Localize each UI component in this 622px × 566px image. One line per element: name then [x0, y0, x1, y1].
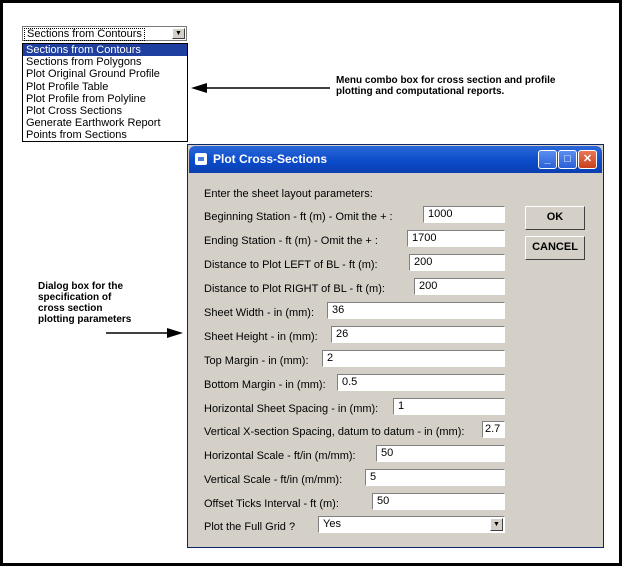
chevron-down-icon[interactable]: ▼: [172, 28, 185, 39]
horizontal-sheet-spacing-input[interactable]: 1: [393, 398, 505, 415]
field-label: Vertical Scale - ft/in (m/mm):: [204, 474, 343, 486]
dropdown-item[interactable]: Plot Cross Sections: [26, 104, 122, 117]
dialog-arrow-head: [167, 328, 183, 338]
field-label: Bottom Margin - in (mm):: [204, 379, 326, 391]
maximize-button[interactable]: □: [558, 150, 577, 169]
distance-left-input[interactable]: 200: [409, 254, 505, 271]
window-icon: [195, 153, 207, 165]
screenshot-frame: [3, 3, 619, 563]
vertical-scale-input[interactable]: 5: [365, 469, 505, 486]
field-label: Plot the Full Grid ?: [204, 521, 296, 533]
distance-right-input[interactable]: 200: [414, 278, 505, 295]
field-label: Beginning Station - ft (m) - Omit the + :: [204, 211, 393, 223]
beginning-station-input[interactable]: 1000: [423, 206, 505, 223]
combo-selected-value: Sections from Contours: [24, 28, 145, 41]
dropdown-item[interactable]: Plot Original Ground Profile: [26, 68, 160, 81]
horizontal-scale-input[interactable]: 50: [376, 445, 505, 462]
offset-ticks-interval-input[interactable]: 50: [372, 493, 505, 510]
field-label: Top Margin - in (mm):: [204, 355, 309, 367]
top-margin-input[interactable]: 2: [322, 350, 505, 367]
field-label: Horizontal Sheet Spacing - in (mm):: [204, 403, 379, 415]
dialog-titlebar[interactable]: [189, 146, 602, 173]
field-label: Sheet Width - in (mm):: [204, 307, 315, 319]
sheet-height-input[interactable]: 26: [331, 326, 505, 343]
dialog-annotation: Dialog box for the specification of cross section plotting parameters: [38, 281, 132, 325]
ending-station-input[interactable]: 1700: [407, 230, 505, 247]
close-button[interactable]: ✕: [578, 150, 597, 169]
ok-button[interactable]: OK: [525, 206, 585, 230]
dropdown-item[interactable]: Plot Profile from Polyline: [26, 92, 146, 105]
dropdown-item[interactable]: Sections from Polygons: [26, 56, 142, 69]
field-label: Distance to Plot LEFT of BL - ft (m):: [204, 259, 378, 271]
vertical-xsection-spacing-input[interactable]: 2.7: [482, 421, 505, 438]
menu-arrow-head: [191, 83, 207, 93]
field-label: Distance to Plot RIGHT of BL - ft (m):: [204, 283, 385, 295]
field-label: Offset Ticks Interval - ft (m):: [204, 498, 339, 510]
dropdown-item[interactable]: Sections from Contours: [23, 44, 187, 56]
field-label: Vertical X-section Spacing, datum to datum - in (mm):: [204, 426, 465, 438]
field-label: Horizontal Scale - ft/in (m/mm):: [204, 450, 356, 462]
bottom-margin-input[interactable]: 0.5: [337, 374, 505, 391]
plot-cross-sections-dialog: [187, 144, 604, 548]
grid-select-value: Yes: [323, 518, 341, 530]
dropdown-item[interactable]: Points from Sections: [26, 129, 127, 142]
cancel-button[interactable]: CANCEL: [525, 236, 585, 260]
field-label: Ending Station - ft (m) - Omit the + :: [204, 235, 378, 247]
minimize-button[interactable]: _: [538, 150, 557, 169]
chevron-down-icon[interactable]: ▼: [490, 518, 503, 531]
dropdown-item[interactable]: Plot Profile Table: [26, 80, 109, 93]
dropdown-item[interactable]: Generate Earthwork Report: [26, 117, 161, 130]
dialog-title: Plot Cross-Sections: [213, 152, 328, 166]
menu-annotation: Menu combo box for cross section and profile plotting and computational reports.: [336, 75, 556, 97]
intro-text: Enter the sheet layout parameters:: [204, 188, 373, 200]
plot-full-grid-select[interactable]: [318, 516, 505, 533]
sheet-width-input[interactable]: 36: [327, 302, 505, 319]
field-label: Sheet Height - in (mm):: [204, 331, 318, 343]
